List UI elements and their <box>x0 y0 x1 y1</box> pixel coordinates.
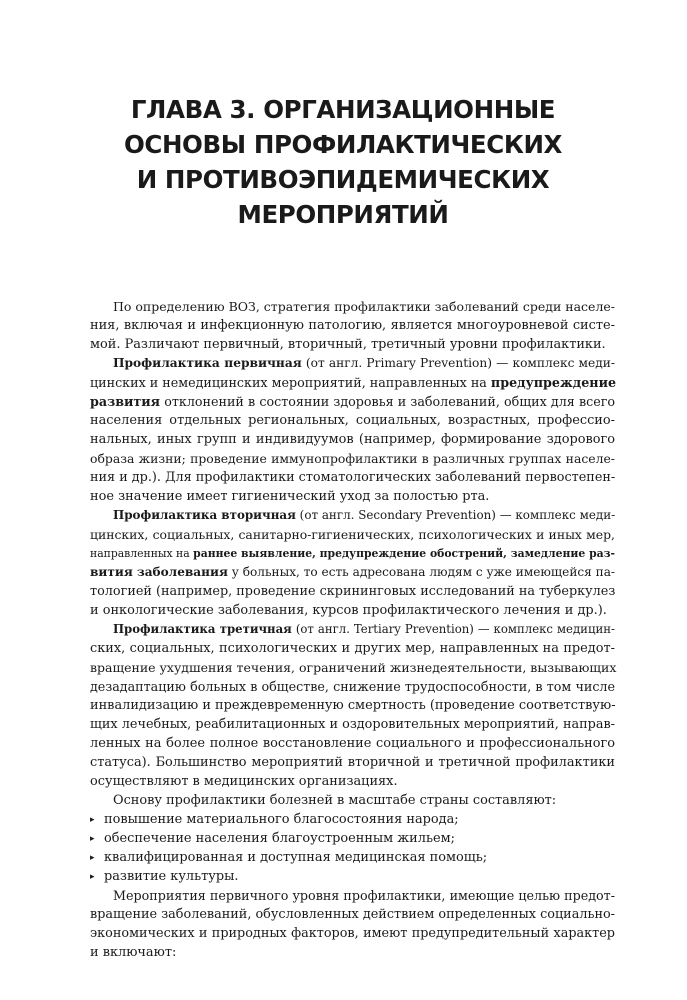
text-line: вития заболевания у больных, то есть адресована людям с уже имеющейся па- <box>90 565 615 579</box>
text-line: осуществляют в медицинских организациях. <box>90 774 398 789</box>
text-line: тологией (например, проведение скрининговых исследований на туберкулез <box>90 584 616 599</box>
text-line: По определению ВОЗ, стратегия профилактики заболеваний среди населе- <box>113 299 616 314</box>
text-line: и включают: <box>90 945 177 960</box>
text-line: и онкологические заболевания, курсов профилактического лечения и др.). <box>90 603 607 618</box>
bullet-arrow-icon: ▸ <box>90 872 95 882</box>
text-line: вращение заболеваний, обусловленных действием определенных социально- <box>90 907 615 922</box>
emphasis: предупреждение <box>490 375 617 390</box>
paragraph-secondary-prevention <box>90 506 615 620</box>
text-line: инвалидизацию и преждевременную смертность (проведение соответствую- <box>90 698 616 713</box>
text-line: образа жизни; проведение иммунопрофилактики в различных группах населе- <box>90 451 615 466</box>
bullet-arrow-icon: ▸ <box>90 834 95 844</box>
text-line: цинских и немедицинских мероприятий, направленных на предупреждение <box>90 375 617 390</box>
list-item: ▸ обеспечение населения благоустроенным жильем; <box>90 829 615 848</box>
text-line: Профилактика третичная (от англ. Tertiary Prevention) — комплекс медицин- <box>113 622 615 636</box>
term-primary-prevention: Профилактика первичная <box>113 356 302 370</box>
text-line: дезадаптацию больных в обществе, снижение трудоспособности, в том числе <box>90 679 615 694</box>
emphasis: вития заболевания <box>90 565 228 579</box>
bullet-arrow-icon: ▸ <box>90 853 95 863</box>
list-item: ▸ развитие культуры. <box>90 867 615 886</box>
paragraph-who-definition <box>90 297 615 354</box>
text-line: ния и др.). Для профилактики стоматологических заболеваний первостепен- <box>90 470 616 485</box>
title-line: ГЛАВА 3. ОРГАНИЗАЦИОННЫЕ <box>130 95 556 124</box>
text-line: Мероприятия первичного уровня профилактики, имеющие целью предот- <box>113 888 615 903</box>
paragraph-tertiary-prevention <box>90 620 615 791</box>
text-line: экономических и природных факторов, имеют предупредительный характер <box>90 926 615 941</box>
paragraph-primary-measures <box>90 886 615 962</box>
list-item: ▸ повышение материального благосостояния народа; <box>90 810 615 829</box>
text-line: статуса). Большинство мероприятий вторичной и третичной профилактики <box>90 755 615 770</box>
emphasis: раннее выявление, предупреждение обострений, замедление раз- <box>193 547 616 560</box>
text-line: Основу профилактики болезней в масштабе страны составляют: <box>113 793 557 808</box>
term-secondary-prevention: Профилактика вторичная <box>113 508 296 522</box>
text-line: вращение ухудшения течения, ограничений жизнедеятельности, вызывающих <box>90 660 617 675</box>
bullet-list <box>90 810 615 886</box>
chapter-title <box>88 92 598 232</box>
text-line: мой. Различают первичный, вторичный, третичный уровни профилактики. <box>90 337 606 352</box>
paragraph-foundations <box>90 791 615 810</box>
title-line: МЕРОПРИЯТИЙ <box>237 200 449 229</box>
text-line: ленных на более полное восстановление социального и профессионального <box>90 736 615 751</box>
text-line: ния, включая и инфекционную патологию, является многоуровневой систе- <box>90 318 615 333</box>
text-line: ских, социальных, психологических и других мер, направленных на предот- <box>90 641 615 656</box>
text-line: цинских, социальных, санитарно-гигиенических, психологических и иных мер, <box>90 527 615 542</box>
text-line: направленных на раннее выявление, предупреждение обострений, замедление раз- <box>90 547 616 560</box>
list-item: ▸ квалифицированная и доступная медицинская помощь; <box>90 848 615 867</box>
text-line: Профилактика вторичная (от англ. Secondary Prevention) — комплекс меди- <box>113 508 616 522</box>
title-line: ОСНОВЫ ПРОФИЛАКТИЧЕСКИХ <box>123 130 563 159</box>
text-line: нальных, иных групп и индивидуумов (например, формирование здорового <box>90 432 615 447</box>
emphasis: развития <box>90 394 161 409</box>
text-line: развития отклонений в состоянии здоровья и заболеваний, общих для всего <box>90 394 615 409</box>
term-tertiary-prevention: Профилактика третичная <box>113 622 292 636</box>
paragraph-primary-prevention <box>90 354 615 506</box>
title-line: И ПРОТИВОЭПИДЕМИЧЕСКИХ <box>136 165 550 194</box>
text-line: ное значение имеет гигиенический уход за полостью рта. <box>90 489 490 504</box>
text-line: щих лечебных, реабилитационных и оздоровительных мероприятий, направ- <box>90 717 615 732</box>
text-line: Профилактика первичная (от англ. Primary Prevention) — комплекс меди- <box>113 356 615 370</box>
text-line: населения отдельных региональных, социальных, возрастных, профессио- <box>90 413 615 428</box>
bullet-arrow-icon: ▸ <box>90 815 95 825</box>
body-text <box>90 297 615 962</box>
